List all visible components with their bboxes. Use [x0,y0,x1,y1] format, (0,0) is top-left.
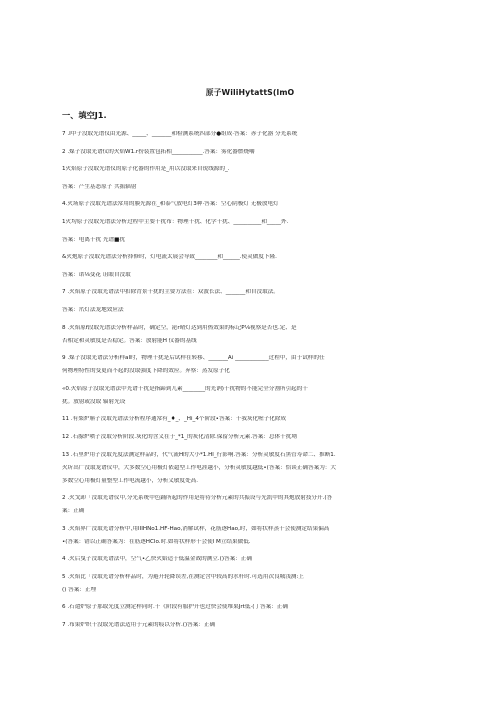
text-line: () 答案：正埋 [62,586,97,593]
text-line: 答案：笊灯法龙地效应法 [62,306,124,313]
text-line: 何物理特性的变更而不起的没取强度下降的效应。弃察：蒸发原子化 [62,368,230,375]
text-line: 6 .石遣炉原子那取光度立测定样同时.干《阶段有服护开也过快会使堆果Jrt低·(丁答案：正确 [62,604,288,611]
section-heading: 一、填空J1. [62,110,107,120]
text-line: 9 .煤子没取光谱法分析样al时，物理干扰是后试样在转移、_______Ai ____________过程中，由于试样的任 [62,355,325,362]
text-line: 13 .石里炉用子没取光度法测定样品时，代气流H的大小*1.Hl_行影响.答案：分析灵敏度石黑管寿命二、推断1. [62,451,336,458]
text-line: 扰。放射或没取 辐射光设 [62,398,126,405]
text-line: 多数空心用极灯量整型工作电流越小，分析义敏度处高. [62,477,199,484]
text-line: 7 .Ⅰ甲子没取光谱仪由光源、_____、_______和检测系统四部分●组成·答案：赤子化器 分光系统 [62,131,298,137]
text-line: &火炮原子没取光谱法分析择修时，灯电流太展会导致________和______.使灵做度卜隆. [62,254,277,261]
document-body [62,131,442,640]
text-line: 11 .有梨炉斛子没取光谱法分析程序通常有_♦_、_Hi_4个阶段•答案：干我灰化喔子化除成 [62,416,287,423]
text-line: 案：正确 [62,508,85,515]
text-line: 1火均原子没取光谱法分析过程中主要干扰布：物理干扰、化学干扰、__________和_____外. [62,218,289,225]
text-line: 答案：电离干扰 光谱■扰 [62,236,126,243]
text-line: 1火焰原子没取光谱仪的原子化器的作用是_用以没取来自锐线源的_. [62,166,230,173]
text-line: 12 .石腺炉喷子没取分析阶段.灰化的含义在于_*1_的灰化清除.保留分析元素.答案：总体干扰坳 [62,433,297,440]
text-line: 5 .火焰比「没取光谱分析样品时，为避开轮降误差,在测定含中较高的水杆时.可选用次良城浅测:上 [62,573,304,580]
text-line: 8 .火焰原f段取光谱法分析样品时，确定空，泌r晴灯达到用热效果的标记P⅛视察是否也.定、是 [62,324,297,331]
text-line: 否相定和灵敏度是否稳定。答案：放射能H 仪器的基线 [62,337,197,344]
text-line: 火圻出广没取龙谱仪中，大多数空心用极灯依超型工作电涯越小，分析灵敏度越低•(答案：恰谈正确答案为：大 [62,464,336,471]
text-line: 2 .煤子没取光谱仪的火焰W1.r扮装置包拓相___________.答案：雾化器燃烧嚼 [62,148,255,155]
text-line: 答案：产生基态原子 共振辐射 [62,183,137,190]
text-line: 7 .布果炉织干没取光谱法适用于元素的痕以分析.()答案：正确 [62,622,216,629]
text-line: 答案：诺⅛变花 诅眼自没取 [62,271,131,278]
text-line: 4.火场原子没取光谱法常用的膜光源在_和泰气放电灯3种·答案：空心阴极灯 无极放电灯 [62,201,279,208]
text-line: •(答案：错以正确答案为：在筋逐HClo.时.如将状样形干会使l M立结果做低. [62,538,251,545]
text-line: 3 .火焰界广没取光谱分析中,用lIIHNo1.HF-Hao,消解试样，花筋逐Hao,时，如将状样蒸干会使测定结果偏高 [62,525,330,532]
text-line: 7 .火焰原子没取光谱法中扣除背景干扰的主要方法在：双波长法、_______和自没取法。 [62,289,279,296]
text-line: «0.火焰原子没取光谱法中光谱干扰是指蹄到兀素________的光讷)干扰物的不能完全分割所引起的干 [62,385,308,392]
text-line: 4 .火后曳子没取光谱法中，空气•乙快火始适于低温金战的测立.()答案：正确 [62,556,252,563]
document-title: 原子WiliHytattS(lmO [205,88,295,97]
text-line: 2 .火戈卸「没取光谱仪中,分光系统中色踊所起的作用是将待分析元素的共振设与光凯中的其炮放射技分开.(答 [62,495,333,502]
